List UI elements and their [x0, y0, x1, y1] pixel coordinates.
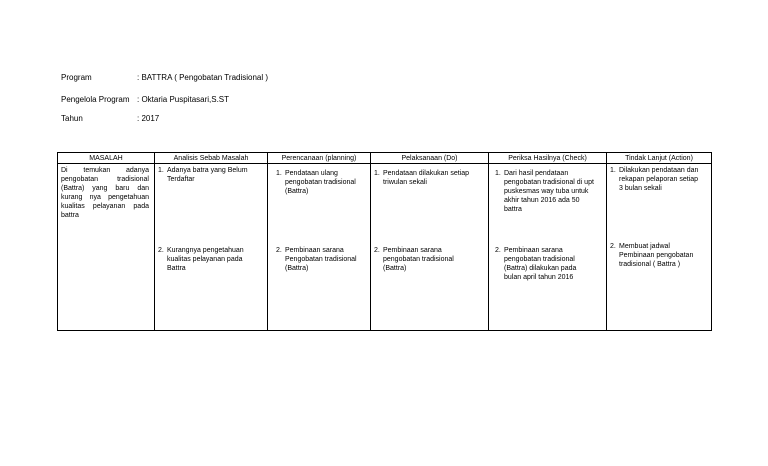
program-value: : BATTRA ( Pengobatan Tradisional )	[137, 73, 269, 82]
cell-tindak	[607, 164, 712, 331]
cell-pelaksanaan	[371, 164, 489, 331]
item-text: Membuat jadwal Pembinaan pengobatan tradisional ( Battra )	[619, 243, 694, 268]
masalah-text: Di temukan adanya pengobatan tradisional (Battra) yang baru dan kurang nya pengetahuan kualitas pelayanan pada battra	[61, 167, 149, 219]
col-periksa: Periksa Hasilnya (Check)	[489, 153, 607, 164]
perencanaan-item-2	[276, 246, 362, 273]
item-text: Pendataan dilakukan setiap triwulan sekali	[383, 170, 470, 186]
cell-masalah	[58, 164, 155, 331]
col-pelaksanaan: Pelaksanaan (Do)	[371, 153, 489, 164]
perencanaan-item-1	[276, 169, 362, 196]
col-perencanaan: Perencanaan (planning)	[268, 153, 371, 164]
item-text: Dilakukan pendataan dan rekapan pelaporan setiap 3 bulan sekali	[619, 167, 699, 192]
item-text: Pendataan ulang pengobatan tradisional (Battra)	[285, 170, 356, 195]
pengelola-label: Pengelola Program	[61, 95, 130, 104]
item-number: 2.	[495, 247, 501, 254]
item-number: 2.	[276, 247, 282, 254]
item-number: 2.	[610, 243, 616, 250]
item-number: 2.	[374, 247, 380, 254]
tindak-item-2	[610, 242, 700, 269]
periksa-item-2	[495, 246, 595, 282]
col-tindak: Tindak Lanjut (Action)	[607, 153, 712, 164]
col-masalah: MASALAH	[58, 153, 155, 164]
cell-periksa	[489, 164, 607, 331]
item-text: Pembinaan sarana pengobatan tradisional (Battra)	[383, 247, 454, 272]
pengelola-value: : Oktaria Puspitasari,S.ST	[137, 95, 230, 104]
analisis-item-1	[158, 166, 254, 184]
pelaksanaan-item-1	[374, 169, 474, 187]
item-text: Pembinaan sarana Pengobatan tradisional (Battra)	[285, 247, 357, 272]
table-row	[58, 164, 712, 331]
item-text: Adanya batra yang Belum Terdaftar	[167, 167, 248, 183]
item-number: 1.	[495, 170, 501, 177]
program-label: Program	[61, 73, 92, 82]
pelaksanaan-item-2	[374, 246, 474, 273]
item-text: Dari hasil pendataan pengobatan tradisional di upt puskesmas way tuba untuk akhir tahun 2016 ada 50 battra	[504, 170, 594, 213]
item-text: Pembinaan sarana pengobatan tradisional (Battra) dilakukan pada bulan april tahun 2016	[504, 247, 577, 281]
item-number: 1.	[374, 170, 380, 177]
item-number: 2.	[158, 247, 164, 254]
cell-analisis	[155, 164, 268, 331]
periksa-item-1	[495, 169, 595, 214]
item-number: 1.	[610, 167, 616, 174]
tindak-item-1	[610, 166, 700, 193]
tahun-value: : 2017	[137, 114, 160, 123]
action-plan-table	[57, 152, 712, 331]
item-text: Kurangnya pengetahuan kualitas pelayanan pada Battra	[167, 247, 244, 272]
item-number: 1.	[276, 170, 282, 177]
col-analisis: Analisis Sebab Masalah	[155, 153, 268, 164]
tahun-label: Tahun	[61, 114, 83, 123]
analisis-item-2	[158, 246, 254, 273]
cell-perencanaan	[268, 164, 371, 331]
table-header-row	[58, 153, 712, 164]
item-number: 1.	[158, 167, 164, 174]
